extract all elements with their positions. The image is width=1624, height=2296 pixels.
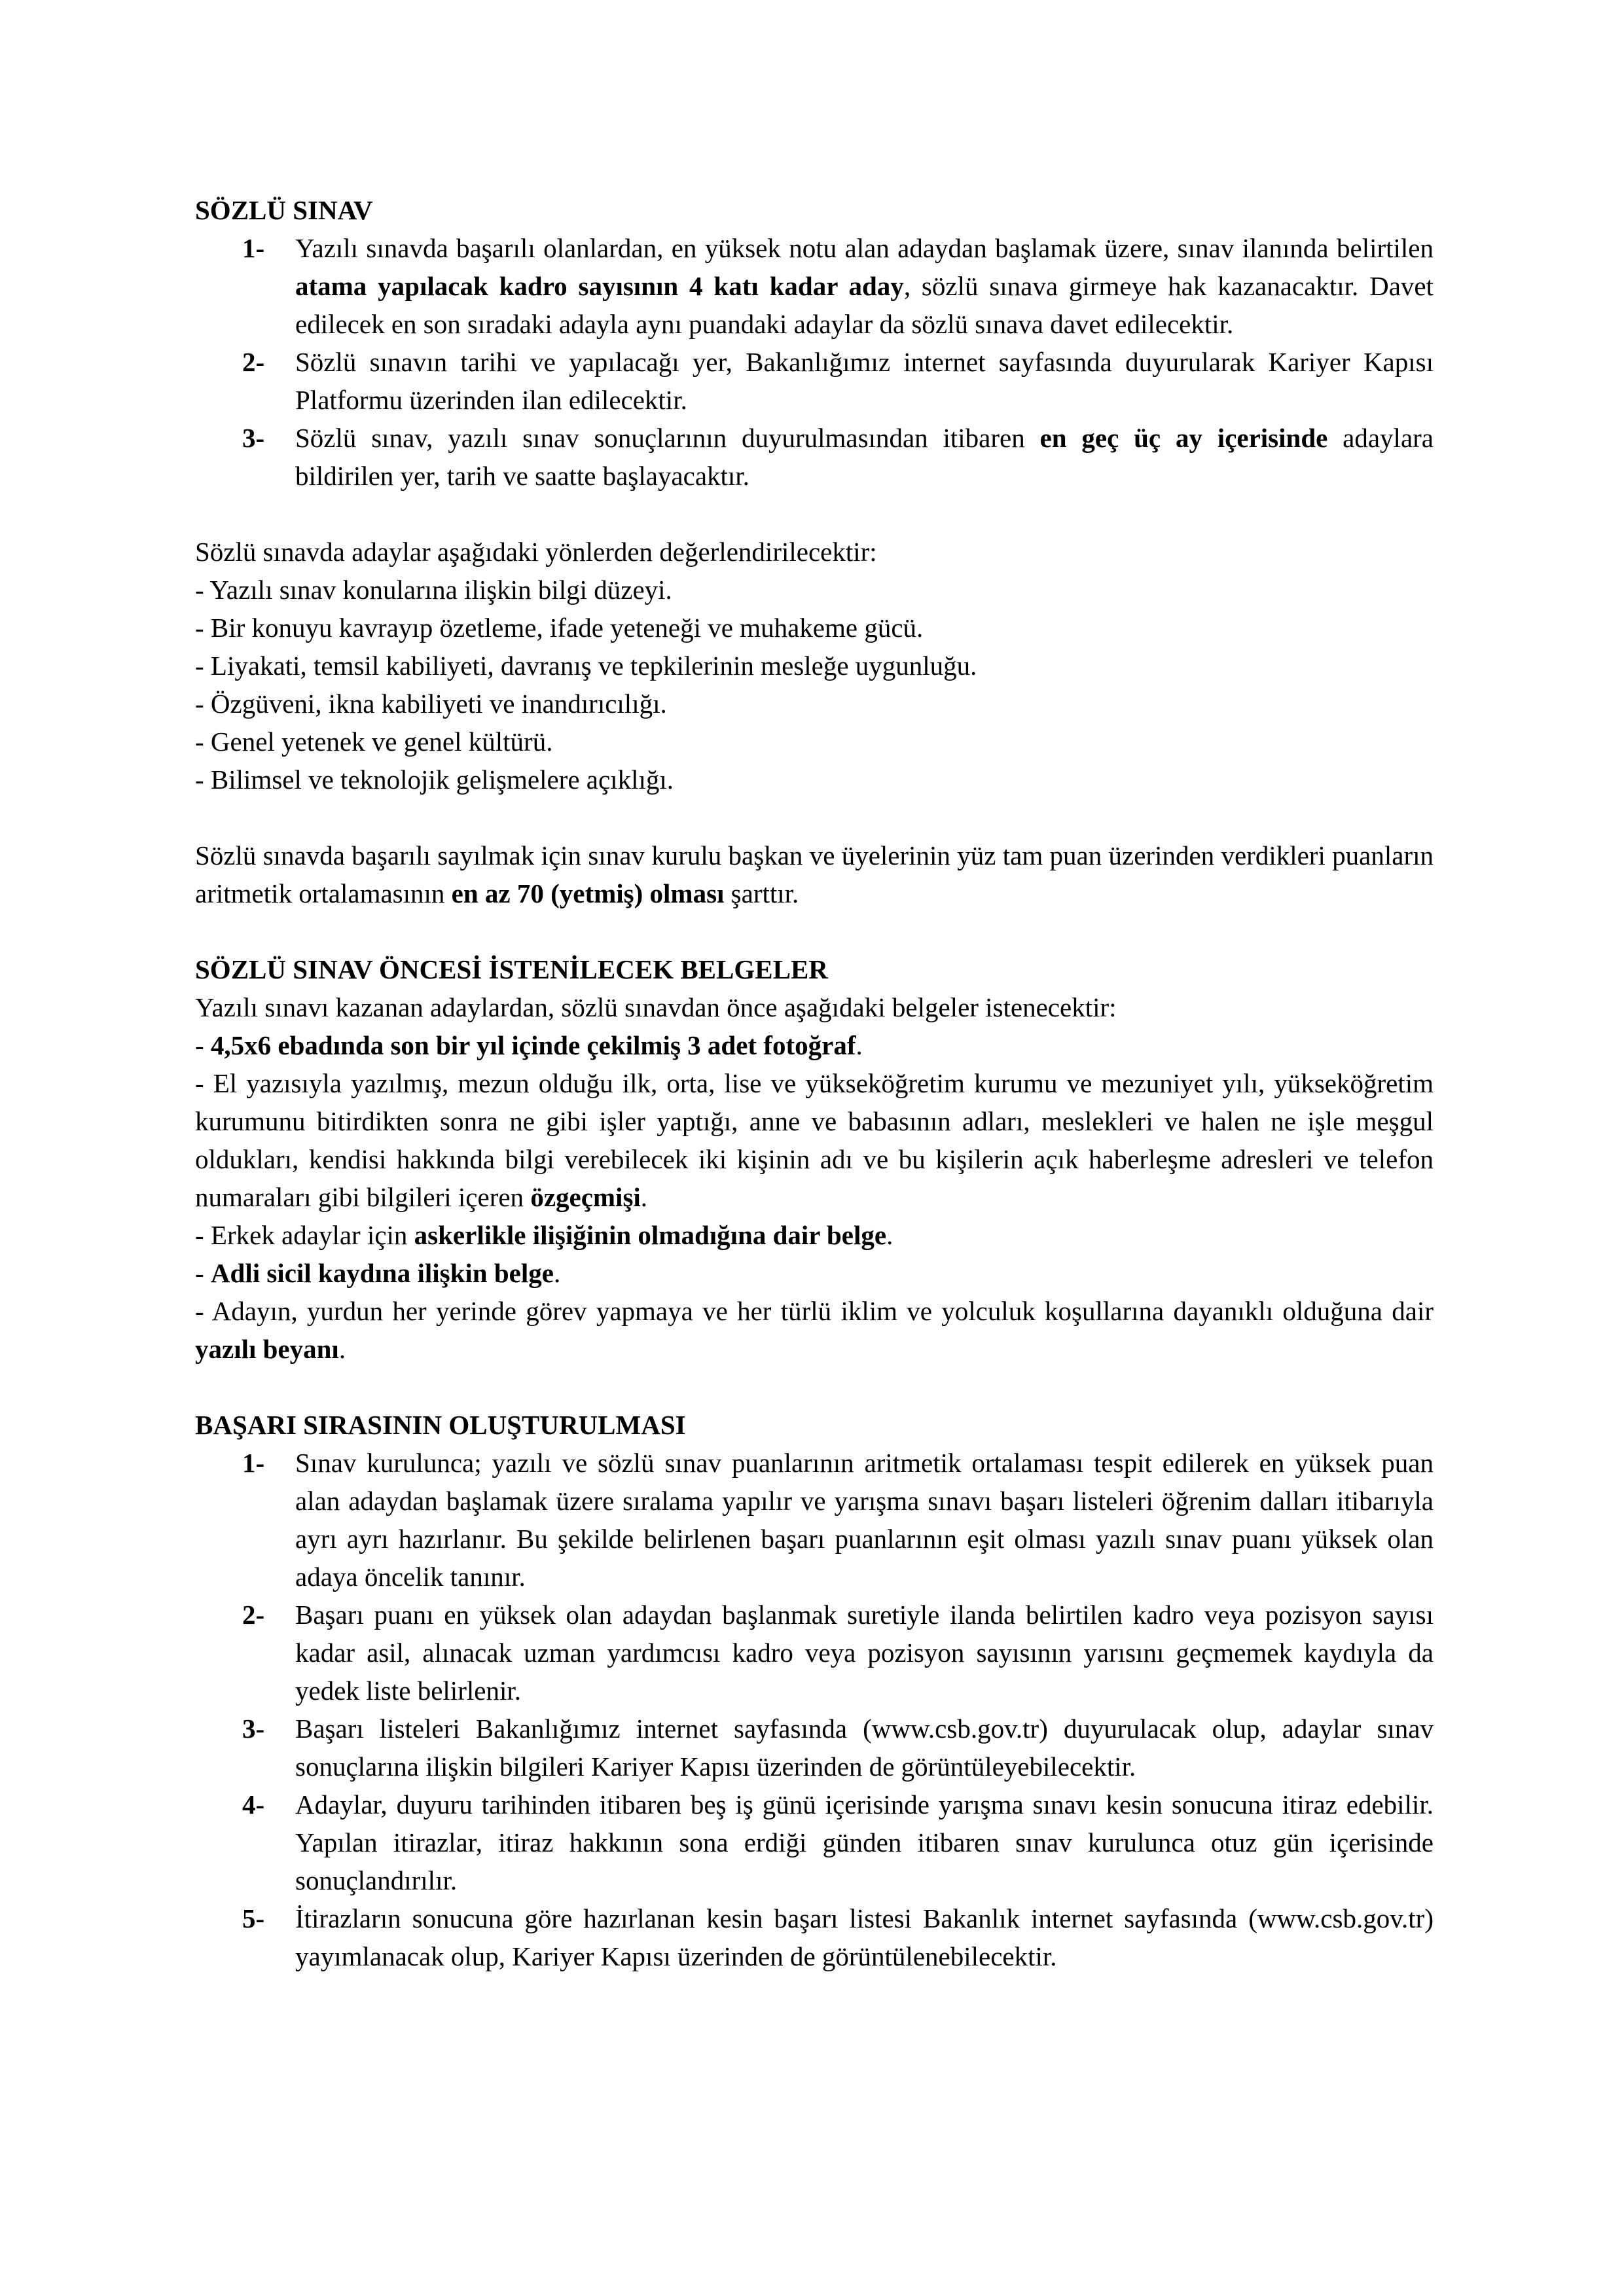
criteria-line: - Özgüveni, ikna kabiliyeti ve inandırıcılığı. xyxy=(195,689,667,719)
period: . xyxy=(338,1334,346,1364)
list-item xyxy=(195,419,1434,495)
oral-exam-list xyxy=(195,229,1434,495)
item-text: Başarı puanı en yüksek olan adaydan başlanmak suretiyle ilanda belirtilen kadro veya pozisyon sayısı kadar asil, alınacak uzman yardımcısı kadro veya pozisyon sayısının yarısını geçmemek kaydıyla da yedek liste belirlenir. xyxy=(295,1600,1434,1706)
section-title-ranking: BAŞARI SIRASININ OLUŞTURULMASI xyxy=(195,1410,686,1440)
list-item xyxy=(195,1785,1434,1899)
item-text: Başarı listeleri Bakanlığımız internet sayfasında (www.csb.gov.tr) duyurulacak olup, adaylar sınav sonuçlarına ilişkin bilgileri Kariyer Kapısı üzerinden de görüntüleyebilecektir. xyxy=(295,1713,1434,1782)
list-item xyxy=(195,229,1434,343)
criteria-line: - Bilimsel ve teknolojik gelişmelere açıklığı. xyxy=(195,764,674,795)
period: . xyxy=(553,1258,561,1288)
period: . xyxy=(856,1030,863,1060)
item-bold-text: atama yapılacak kadro sayısının 4 katı kadar aday xyxy=(295,271,904,301)
period: . xyxy=(640,1182,648,1212)
list-number: 2- xyxy=(242,347,265,377)
documents-intro: Yazılı sınavı kazanan adaylardan, sözlü sınavdan önce aşağıdaki belgeler istenecektir: xyxy=(195,992,1117,1022)
list-item xyxy=(195,1899,1434,1975)
document-bold-text: özgeçmişi xyxy=(530,1182,641,1212)
document-text: - Erkek adaylar için xyxy=(195,1220,414,1250)
paragraph-bold-text: en az 70 (yetmiş) olması xyxy=(451,878,725,908)
paragraph-text: Sözlü sınavda başarılı sayılmak için sınav kurulu başkan ve üyelerinin yüz tam puan üzerinden verdikleri puanların aritmetik ortalamasının xyxy=(195,840,1434,908)
item-text: Sözlü sınav, yazılı sınav sonuçlarının duyurulmasından itibaren xyxy=(295,423,1040,453)
criteria-line: - Yazılı sınav konularına ilişkin bilgi düzeyi. xyxy=(195,575,672,605)
list-item xyxy=(195,343,1434,419)
section-title-required-documents: SÖZLÜ SINAV ÖNCESİ İSTENİLECEK BELGELER xyxy=(195,954,828,984)
item-text: Yazılı sınavda başarılı olanlardan, en yüksek notu alan adaydan başlamak üzere, sınav ilanında belirtilen xyxy=(295,233,1434,263)
list-number: 1- xyxy=(242,233,265,263)
document-bold-text: Adli sicil kaydına ilişkin belge xyxy=(210,1258,554,1288)
criteria-line: - Genel yetenek ve genel kültürü. xyxy=(195,726,553,757)
list-item xyxy=(195,1710,1434,1785)
list-number: 4- xyxy=(242,1789,265,1820)
criteria-line: - Liyakati, temsil kabiliyeti, davranış ve tepkilerinin mesleğe uygunluğu. xyxy=(195,651,977,681)
list-item xyxy=(195,1444,1434,1596)
item-bold-text: en geç üç ay içerisinde xyxy=(1039,423,1328,453)
list-number: 3- xyxy=(242,423,265,453)
document-bold-text: 4,5x6 ebadında son bir yıl içinde çekilmiş 3 adet fotoğraf xyxy=(210,1030,856,1060)
document-page xyxy=(195,191,1434,1975)
document-text: - El yazısıyla yazılmış, mezun olduğu ilk, orta, lise ve yükseköğretim kurumu ve mezuniyet yılı, yükseköğretim kurumunu bitirdikten sonra ne gibi işler yaptığı, anne ve babasının adları, meslekleri ve halen ne işle meşgul oldukları, kendisi hakkında bilgi verebilecek iki kişinin adı ve bu kişilerin açık haberleşme adresleri ve telefon numaraları gibi bilgileri içeren xyxy=(195,1068,1434,1212)
list-number: 1- xyxy=(242,1448,265,1478)
document-photo xyxy=(195,1026,1434,1064)
document-text: - Adayın, yurdun her yerinde görev yapmaya ve her türlü iklim ve yolculuk koşullarına dayanıklı olduğuna dair xyxy=(195,1296,1434,1326)
pass-condition-paragraph xyxy=(195,836,1434,912)
list-number: 2- xyxy=(242,1600,265,1630)
document-bold-text: askerlikle ilişiğinin olmadığına dair belge xyxy=(414,1220,887,1250)
item-text: adaylara bildirilen yer, tarih ve saatte başlayacaktır. xyxy=(295,423,1434,491)
document-statement xyxy=(195,1292,1434,1368)
list-item xyxy=(195,1596,1434,1710)
item-text: Sözlü sınavın tarihi ve yapılacağı yer, Bakanlığımız internet sayfasında duyurularak Kariyer Kapısı Platformu üzerinden ilan edilecektir. xyxy=(295,347,1434,415)
item-text: Sınav kurulunca; yazılı ve sözlü sınav puanlarının aritmetik ortalaması tespit edilerek en yüksek puan alan adaydan başlamak üzere sıralama yapılır ve yarışma sınavı başarı listeleri öğrenim dalları itibarıyla ayrı ayrı hazırlanır. Bu şekilde belirlenen başarı puanlarının eşit olması yazılı sınav puanı yüksek olan adaya öncelik tanınır. xyxy=(295,1448,1434,1592)
document-cv xyxy=(195,1064,1434,1216)
item-text: , sözlü sınava girmeye hak kazanacaktır. Davet edilecek en son sıradaki adayla aynı puandaki adaylar da sözlü sınava davet edilecektir. xyxy=(295,271,1434,339)
item-text: İtirazların sonucuna göre hazırlanan kesin başarı listesi Bakanlık internet sayfasında (www.csb.gov.tr) yayımlanacak olup, Kariyer Kapısı üzerinden de görüntülenebilecektir. xyxy=(295,1903,1434,1971)
document-criminal-record xyxy=(195,1254,1434,1292)
item-text: Adaylar, duyuru tarihinden itibaren beş iş günü içerisinde yarışma sınavı kesin sonucuna itiraz edebilir. Yapılan itirazlar, itiraz hakkının sona erdiği günden itibaren sınav kurulunca otuz gün içerisinde sonuçlandırılır. xyxy=(295,1789,1434,1895)
dash: - xyxy=(195,1258,211,1288)
ranking-list xyxy=(195,1444,1434,1975)
document-military xyxy=(195,1216,1434,1254)
document-bold-text: yazılı beyanı xyxy=(195,1334,339,1364)
dash: - xyxy=(195,1030,211,1060)
paragraph-text: şarttır. xyxy=(724,878,799,908)
period: . xyxy=(886,1220,893,1250)
list-number: 5- xyxy=(242,1903,265,1933)
section-title-oral-exam: SÖZLÜ SINAV xyxy=(195,195,373,225)
criteria-line: - Bir konuyu kavrayıp özetleme, ifade yeteneği ve muhakeme gücü. xyxy=(195,613,924,643)
criteria-intro: Sözlü sınavda adaylar aşağıdaki yönlerden değerlendirilecektir: xyxy=(195,537,877,567)
list-number: 3- xyxy=(242,1713,265,1744)
